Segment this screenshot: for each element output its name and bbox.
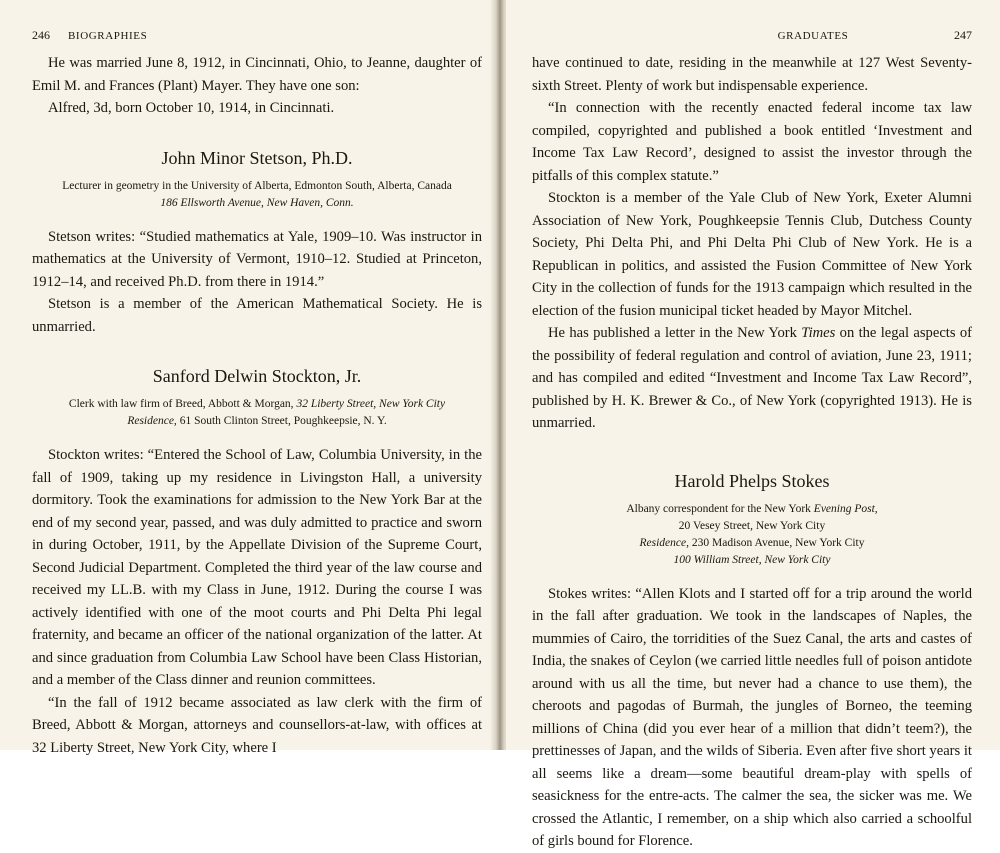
entry-paragraph: Stetson is a member of the American Mathematical Society. He is unmarried. bbox=[32, 296, 482, 335]
entry-position-prefix: Clerk with law firm of Breed, Abbott & Morgan, bbox=[68, 398, 294, 410]
residence-label: Residence, bbox=[639, 536, 689, 549]
entry-residence-stockton bbox=[32, 413, 482, 430]
entry-position-prefix: Albany correspondent for the New York bbox=[626, 502, 811, 515]
entry-paragraph: Stockton writes: “Entered the School of Law, Columbia University, in the fall of 1909, taking up my residence in Livingston Hall, a university dormitory. Took the examinations for admission to the New York Bar at the end of my second year, passed, and was duly admitted to practice and sworn in during October, 1911, by the Appellate Division of the Supreme Court, Second Judicial Department. Completed the third year of the law course and received my LL.B. with my Class in June, 1912. During the course I was actively identified with one of the moot courts and Phi Delta Phi legal fraternity, and became an officer of the national organization of the latter. At and since graduation from Columbia Law School have been Class Historian, and a member of the Class dinner and reunion committees. bbox=[32, 447, 482, 688]
left-page bbox=[0, 0, 494, 756]
intro-paragraph: Alfred, 3d, born October 10, 1914, in Cincinnati. bbox=[48, 100, 335, 116]
entry-position-stockton bbox=[32, 396, 482, 413]
entry-paragraph: Stetson writes: “Studied mathematics at Yale, 1909–10. Was instructor in mathematics at the University of Vermont, 1910–12. Studied at Princeton, 1912–14, and received Ph.D. from there in 1914.” bbox=[32, 228, 482, 290]
right-running-head bbox=[532, 28, 972, 44]
residence-label: Residence, bbox=[127, 415, 177, 427]
entry-position-address-stokes: 20 Vesey Street, New York City bbox=[678, 519, 826, 532]
entry-name-stockton: Sanford Delwin Stockton, Jr. bbox=[152, 366, 362, 386]
entry-position-stetson: Lecturer in geometry in the University of Alberta, Edmonton South, Alberta, Canada bbox=[62, 179, 452, 192]
letter-text-after: on the legal aspects of the possibility of federal regulation and control of aviation, June 23, 1911; and has compiled and edited “Investment and Income Tax Law Record”, published by H. K. Brewer & Co., of New York (copyrighted 1913). He is unmarried. bbox=[532, 325, 973, 431]
right-page bbox=[506, 0, 1000, 849]
continuation-paragraph: “In connection with the recently enacted federal income tax law compiled, copyrighted and published a book entitled ‘Investment and Income Tax Law Record’, designed to assist the investor through the pitfalls of this complex statute.” bbox=[532, 100, 972, 184]
residence-address: 230 Madison Avenue, New York City bbox=[691, 536, 865, 549]
residence-address: 61 South Clinton Street, Poughkeepsie, N. Y. bbox=[179, 415, 387, 427]
left-page-number: 246 bbox=[32, 28, 50, 42]
entry-office-stokes: 100 William Street, New York City bbox=[673, 553, 831, 566]
entry-name-stetson: John Minor Stetson, Ph.D. bbox=[161, 147, 353, 168]
entry-paragraph: Stokes writes: “Allen Klots and I started off for a trip around the world in the fall after graduation. We took in the landscapes of Naples, the mummies of Cairo, the torridities of the Suez Canal, the arts and castes of India, the snakes of Ceylon (we carried little needles full of poison antidote around with us all the time, but never had a chance to use them), the cheroots and pagodas of Burmah, the jungles of Borneo, the teeming millions of China (did you ever hear of a million that didn’t teem?), the prettinesses of Japan, and the wilds of Siberia. Even after five short years it all seems like a dream—some beautiful dream-play with spells of seasickness for the entre-acts. The calmer the sea, the sicker was me. We crossed the Atlantic, I remember, on a ship which also carried a schoolful of girls bound for Florence. bbox=[532, 585, 972, 849]
intro-paragraph: He was married June 8, 1912, in Cincinnati, Ohio, to Jeanne, daughter of Emil M. and Frances (Plant) Mayer. They have one son: bbox=[32, 55, 482, 94]
entry-position-italic: Evening Post, bbox=[813, 502, 878, 515]
continuation-paragraph: have continued to date, residing in the meanwhile at 127 West Seventy-sixth Street. Plenty of work but indispensable experience. bbox=[532, 55, 972, 94]
entry-paragraph: “In the fall of 1912 became associated as law clerk with the firm of Breed, Abbott & Morgan, attorneys and counsellors-at-law, with offices at 32 Liberty Street, New York City, where I bbox=[32, 694, 482, 756]
entry-address-stetson: 186 Ellsworth Avenue, New Haven, Conn. bbox=[160, 196, 354, 209]
entry-residence-stokes bbox=[532, 535, 972, 552]
right-page-number: 247 bbox=[954, 28, 972, 42]
letter-paragraph bbox=[532, 322, 972, 435]
continuation-paragraph: Stockton is a member of the Yale Club of New York, Exeter Alumni Association of New York, Poughkeepsie Tennis Club, Dutchess County Society, Phi Delta Phi, and Phi Delta Phi Club of New York. He is a Republican in politics, and assisted the Fusion Committee of New York City in the collection of funds for the 1913 campaign which resulted in the election of the fusion municipal ticket headed by Mayor Mitchel. bbox=[532, 190, 972, 319]
right-running-title: GRADUATES bbox=[777, 30, 849, 42]
entry-position-address: 32 Liberty Street, New York City bbox=[296, 398, 446, 410]
entry-name-stokes: Harold Phelps Stokes bbox=[674, 470, 830, 491]
left-running-title: BIOGRAPHIES bbox=[68, 30, 148, 42]
entry-position-stokes bbox=[532, 501, 972, 518]
left-running-head bbox=[32, 28, 482, 44]
letter-text-italic: Times bbox=[801, 325, 836, 341]
letter-text-before: He has published a letter in the New York bbox=[548, 325, 797, 341]
